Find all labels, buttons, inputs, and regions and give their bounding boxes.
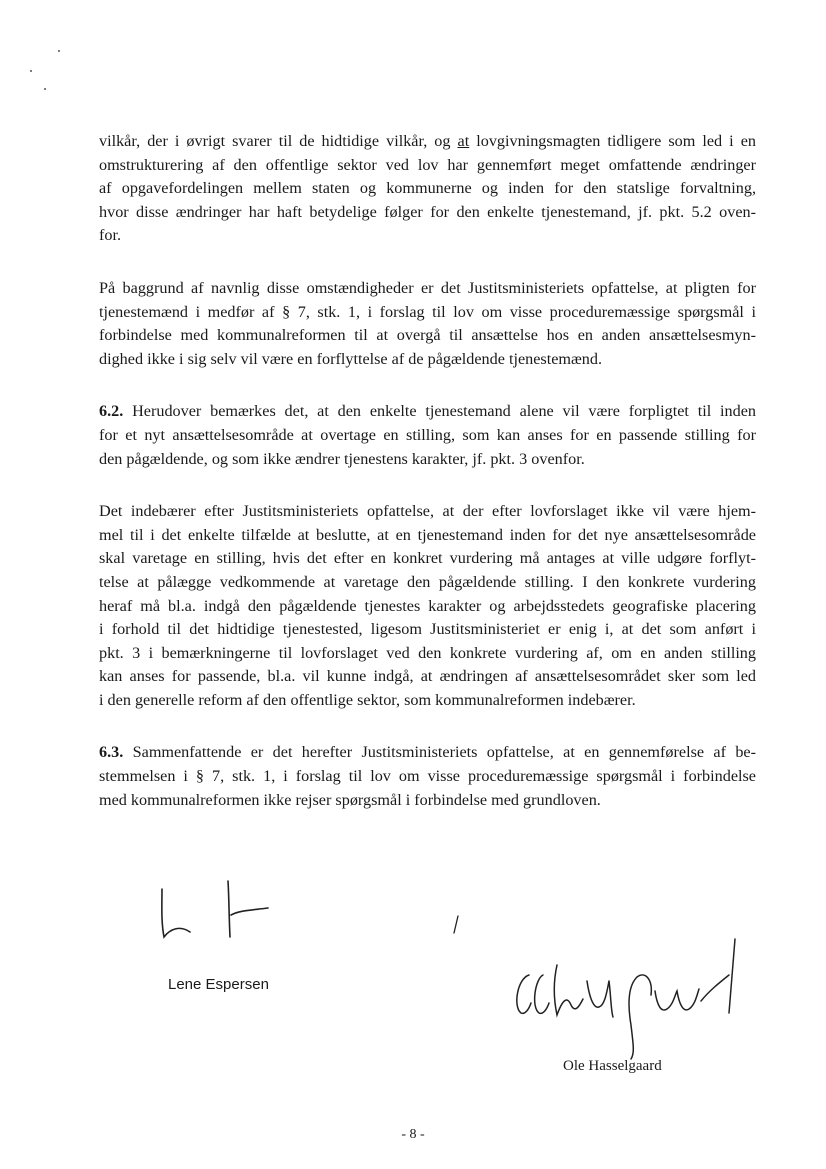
text-line: af opgavefordelingen mellem staten og kommunerne og inden for den statslige forvaltning, bbox=[99, 179, 756, 198]
paragraph bbox=[99, 277, 756, 371]
signature-lene-espersen bbox=[150, 875, 280, 945]
signatory-name-right: Ole Hasselgaard bbox=[563, 1058, 662, 1074]
text-line: dighed ikke i sig selv vil være en forflyttelse af de pågældende tjenestemænd. bbox=[99, 349, 603, 368]
text-line: omstrukturering af den offentlige sektor ved lov har gennemført meget omfattende ændringer bbox=[99, 155, 756, 174]
text-line: 6.2. Herudover bemærkes det, at den enkelte tjenestemand alene vil være forpligtet til inden bbox=[99, 402, 756, 421]
body-text bbox=[99, 130, 756, 812]
text-line: hvor disse ændringer har haft betydelige følger for den enkelte tjenestemand, jf. pkt. 5.2 oven- bbox=[99, 202, 756, 221]
scan-speck bbox=[58, 50, 60, 52]
text-line: skal varetage en stilling, hvis det efter en konkret vurdering må antages at ville udgøre forflyt- bbox=[99, 549, 756, 568]
text-line: På baggrund af navnlig disse omstændigheder er det Justitsministeriets opfattelse, at pligten for bbox=[99, 278, 756, 297]
text-line: for. bbox=[99, 226, 122, 245]
text-line: kan anses for passende, bl.a. vil kunne indgå, at ændringen af ansættelsesområdet sker som led bbox=[99, 667, 756, 686]
text-line: heraf må bl.a. indgå den pågældende tjenestes karakter og arbejdsstedets geografiske placering bbox=[99, 596, 756, 615]
section-number: 6.2. bbox=[99, 402, 124, 421]
text-line: med kommunalreformen ikke rejser spørgsmål i forbindelse med grundloven. bbox=[99, 790, 601, 809]
paragraph bbox=[99, 741, 756, 812]
scan-speck bbox=[44, 88, 46, 90]
text-line: vilkår, der i øvrigt svarer til de hidtidige vilkår, og at lovgivningsmagten tidligere som led i en bbox=[99, 132, 756, 150]
text-line: den pågældende, og som ikke ændrer tjenestens karakter, jf. pkt. 3 ovenfor. bbox=[99, 449, 585, 468]
signatory-name-left: Lene Espersen bbox=[168, 976, 269, 993]
text-line: 6.3. Sammenfattende er det herefter Justitsministeriets opfattelse, at en gennemførelse af be- bbox=[99, 743, 756, 762]
signature-ole-hasselgaard bbox=[505, 935, 750, 1060]
signature-stroke-mark bbox=[448, 913, 468, 938]
text-line: stemmelsen i § 7, stk. 1, i forslag til lov om visse proceduremæssige spørgsmål i forbindelse bbox=[99, 767, 756, 786]
section-number: 6.3. bbox=[99, 743, 124, 762]
paragraph bbox=[99, 500, 756, 712]
text-line: telse at pålægge vedkommende at varetage den pågældende stilling. I den konkrete vurdering bbox=[99, 572, 756, 591]
scan-speck bbox=[30, 70, 32, 72]
text-line: pkt. 3 i bemærkningerne til lovforslaget ved den konkrete vurdering af, om en anden stilling bbox=[99, 643, 756, 662]
text-line: i den generelle reform af den offentlige sektor, som kommunalreformen indebærer. bbox=[99, 690, 636, 709]
text-line: tjenestemænd i medfør af § 7, stk. 1, i forslag til lov om visse proceduremæssige spørgsmål i bbox=[99, 302, 756, 321]
text-line: i forhold til det hidtidige tjenestested, ligesom Justitsministeriet er enig i, at det som anført i bbox=[99, 620, 756, 639]
text-line: mel til i det enkelte tilfælde at beslutte, at en tjenestemand inden for det nye ansættelsesområde bbox=[99, 525, 756, 544]
paragraph bbox=[99, 400, 756, 471]
underlined-word: at bbox=[457, 132, 470, 150]
text-line: for et nyt ansættelsesområde at overtage en stilling, som kan anses for en passende stilling for bbox=[99, 425, 756, 444]
text-line: forbindelse med kommunalreformen til at overgå til ansættelse hos en anden ansættelsesmyn- bbox=[99, 326, 756, 345]
page-number: - 8 - bbox=[401, 1127, 425, 1142]
paragraph bbox=[99, 130, 756, 248]
text-line: Det indebærer efter Justitsministeriets opfattelse, at der efter lovforslaget ikke vil være hjem- bbox=[99, 502, 756, 521]
